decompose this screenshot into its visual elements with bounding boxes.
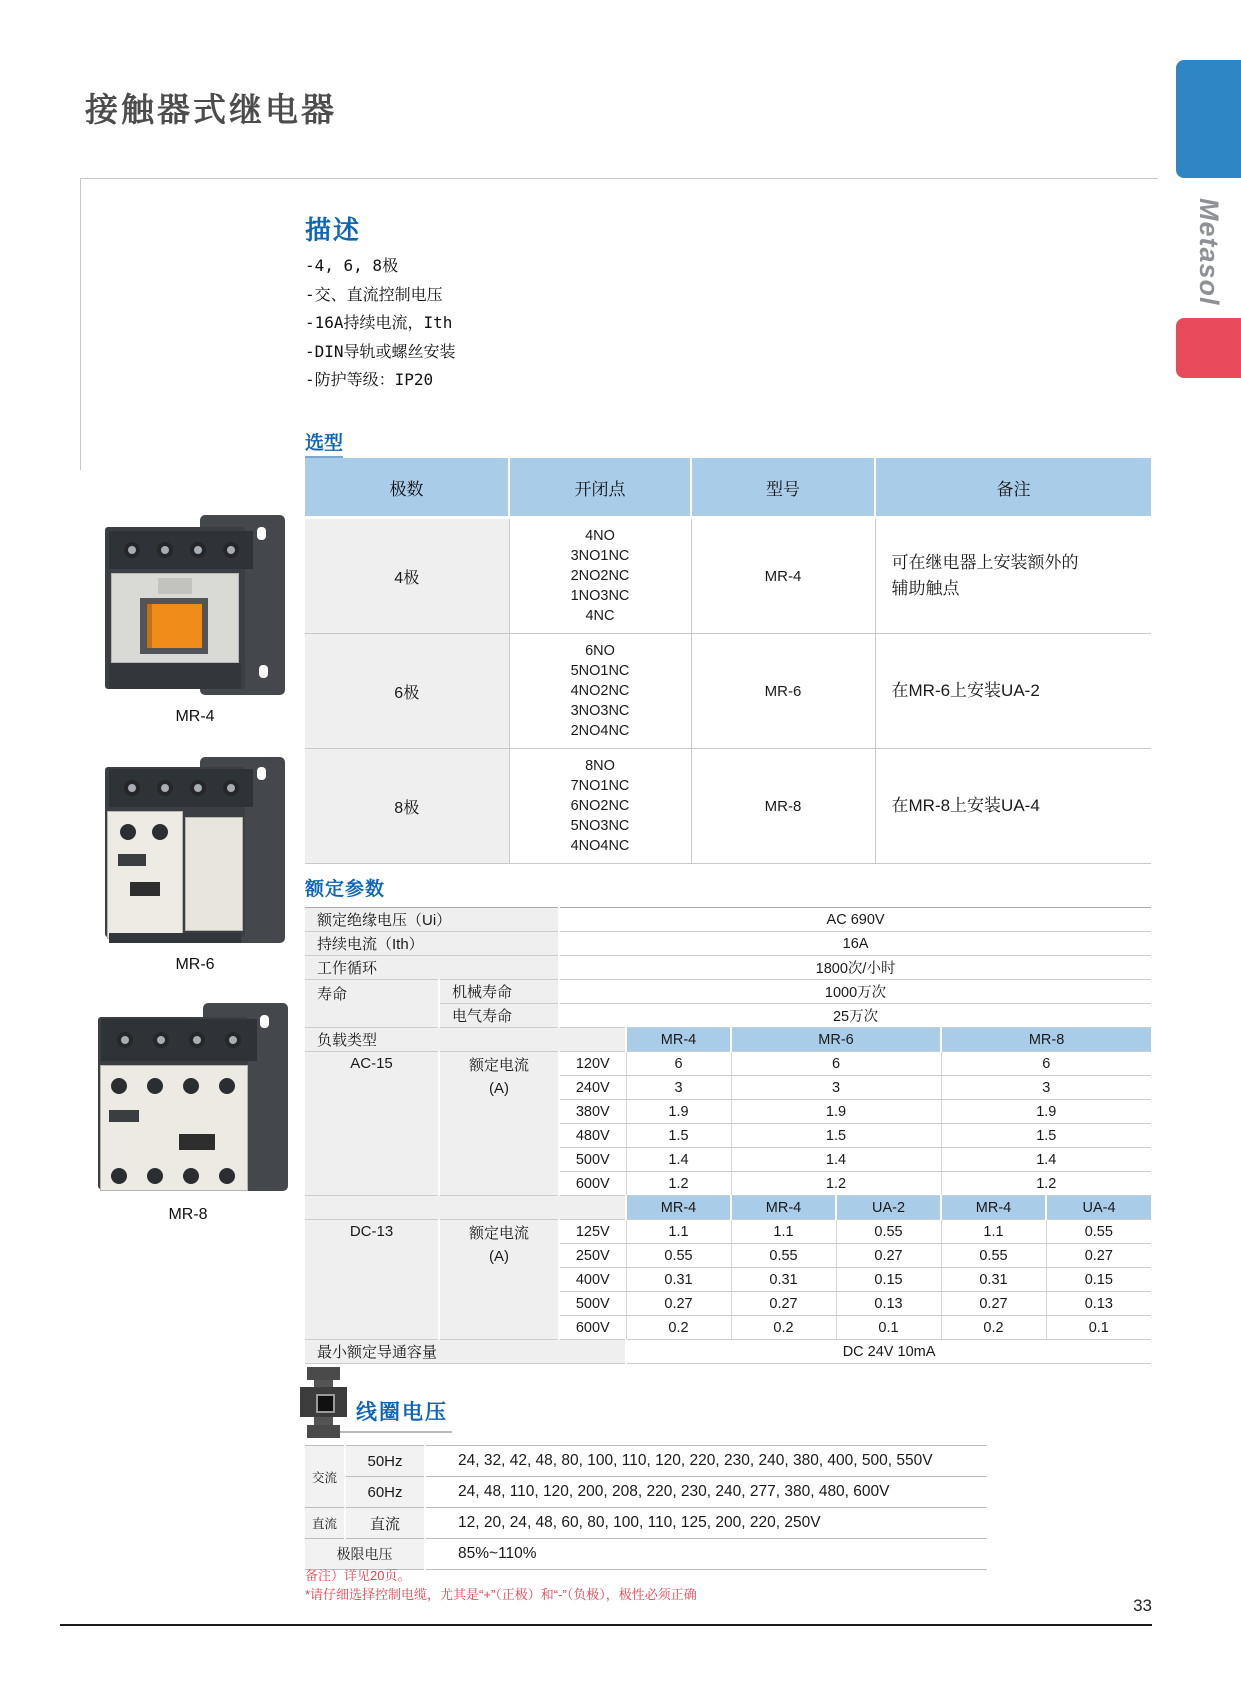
description-item: -交、直流控制电压	[305, 284, 443, 304]
description-list	[305, 252, 456, 395]
corner-rule-vertical	[80, 178, 81, 470]
cell-poles: 6极	[305, 634, 509, 749]
contact-dot	[219, 1078, 235, 1094]
cell-label: 电气寿命	[439, 1004, 559, 1028]
front-panel	[185, 817, 243, 931]
band-model: MR-4	[731, 1196, 836, 1220]
table-row	[305, 1220, 1151, 1244]
col-header-poles: 极数	[305, 458, 509, 518]
terminal-row	[101, 1019, 257, 1061]
cell-model: MR-8	[691, 749, 875, 864]
cell-label: 负载类型	[305, 1028, 626, 1052]
section-heading-coil: 线圈电压	[356, 1401, 448, 1424]
page-number: 33	[1133, 1596, 1152, 1615]
brand-wordmark: Metasol	[1194, 198, 1224, 306]
cell-label: 机械寿命	[439, 980, 559, 1004]
cell-value: 1.2	[941, 1172, 1151, 1196]
cell-value: 0.55	[1046, 1220, 1151, 1244]
cell-voltage: 500V	[559, 1292, 626, 1316]
cell-value: AC 690V	[559, 908, 1151, 932]
cell-value: 0.55	[836, 1220, 941, 1244]
table-row	[305, 908, 1151, 932]
contact-line: 2NO2NC	[570, 568, 630, 584]
cell-label: 额定绝缘电压（Ui）	[305, 908, 559, 932]
footnote-line: *请仔细选择控制电缆，尤其是“+”（正极）和“-”（负极），极性必须正确	[305, 1587, 697, 1602]
cell-remark	[875, 518, 1151, 634]
cell-value: 1.4	[941, 1148, 1151, 1172]
product-label: MR-6	[175, 956, 215, 973]
col-header-remark: 备注	[875, 458, 1151, 518]
footnote-line: 备注）详见20页。	[305, 1568, 411, 1583]
description-item: -DIN导轨或螺丝安装	[305, 341, 456, 361]
cell-value: 1.1	[626, 1220, 731, 1244]
cell-contacts	[509, 518, 691, 634]
cell-value: 1.5	[731, 1124, 941, 1148]
contact-line: 7NO1NC	[570, 778, 630, 794]
cell-label: 最小额定导通容量	[305, 1340, 626, 1364]
coil-window	[140, 598, 208, 654]
section-heading-selection: 选型	[305, 428, 343, 458]
cell-value: 0.15	[836, 1268, 941, 1292]
corner-rule-horizontal	[80, 178, 1158, 179]
table-row	[305, 1477, 987, 1508]
selection-row-8pole	[305, 749, 1151, 864]
cell-limit-value: 85%~110%	[425, 1539, 987, 1570]
side-tab-red	[1176, 318, 1241, 378]
cell-value: 6	[941, 1052, 1151, 1076]
contact-line: 4NO4NC	[570, 838, 630, 854]
screw-icon	[223, 780, 239, 796]
cell-label: 寿命	[305, 980, 439, 1028]
screw-icon	[189, 1032, 205, 1048]
cell-voltages: 24, 32, 42, 48, 80, 100, 110, 120, 220, 230, 240, 380, 400, 500, 550V	[425, 1446, 987, 1477]
footer-rule	[60, 1624, 1152, 1626]
contact-line: 6NO	[585, 643, 615, 659]
cell-remark	[875, 749, 1151, 864]
cell-value: 1.9	[731, 1100, 941, 1124]
section-heading-ratings: 额定参数	[305, 879, 386, 900]
current-label: 额定电流	[469, 1057, 530, 1074]
cell-value: 1.4	[626, 1148, 731, 1172]
selection-table	[305, 458, 1151, 864]
cell-current-label	[439, 1052, 559, 1196]
cell-label: 持续电流（Ith）	[305, 932, 559, 956]
cell-value: 0.13	[836, 1292, 941, 1316]
col-header-contacts: 开闭点	[509, 458, 691, 518]
indicator-slot	[130, 882, 160, 896]
coil-bottom	[307, 1425, 340, 1438]
cell-value: 0.55	[626, 1244, 731, 1268]
contact-line: 3NO1NC	[570, 548, 630, 564]
cell-value: 0.2	[941, 1316, 1046, 1340]
aux-unit-front	[107, 811, 183, 939]
cell-value: 1.2	[731, 1172, 941, 1196]
terminal-row	[109, 933, 241, 943]
contact-line: 1NO3NC	[570, 588, 630, 604]
mount-hole	[260, 1015, 269, 1028]
ac-model-band-row	[305, 1028, 1151, 1052]
cell-poles: 4极	[305, 518, 509, 634]
cell-contacts	[509, 634, 691, 749]
cell-voltage: 500V	[559, 1148, 626, 1172]
screw-icon	[157, 542, 173, 558]
cell-value: 0.55	[731, 1244, 836, 1268]
cell-value: 1.5	[941, 1124, 1151, 1148]
coil-heading-underline	[340, 1431, 452, 1433]
cell-ac-group: 交流	[305, 1446, 345, 1508]
cell-value: 0.1	[1046, 1316, 1151, 1340]
cell-voltage: 400V	[559, 1268, 626, 1292]
remark-text: 在MR-8上安装UA-4	[891, 796, 1040, 815]
page-title: 接触器式继电器	[85, 91, 337, 128]
cell-value: 25万次	[559, 1004, 1151, 1028]
cell-value: 0.2	[626, 1316, 731, 1340]
table-row	[305, 956, 1151, 980]
contact-line: 6NO2NC	[570, 798, 630, 814]
contact-dot	[152, 824, 168, 840]
cell-current-label	[439, 1220, 559, 1340]
terminal-row	[109, 663, 241, 689]
cell-category: AC-15	[305, 1052, 439, 1196]
col-header-model: 型号	[691, 458, 875, 518]
cell-value: 0.27	[941, 1292, 1046, 1316]
label-chip	[109, 1110, 139, 1122]
cell-value: 3	[941, 1076, 1151, 1100]
terminal-row	[109, 769, 253, 807]
side-tab-blue	[1176, 60, 1241, 178]
remark-text: 在MR-6上安装UA-2	[891, 681, 1040, 700]
terminal-row	[109, 531, 253, 569]
cell-voltage: 120V	[559, 1052, 626, 1076]
contact-line: 8NO	[585, 758, 615, 774]
description-item: -16A持续电流，Ith	[305, 313, 453, 332]
cell-value: 6	[626, 1052, 731, 1076]
cell-value: 1.5	[626, 1124, 731, 1148]
band-model: MR-4	[626, 1028, 731, 1052]
remark-text: 可在继电器上安装额外的辅助触点	[891, 553, 1079, 598]
band-model: UA-4	[1046, 1196, 1151, 1220]
contact-line: 4NO	[585, 528, 615, 544]
cell-label: 工作循环	[305, 956, 559, 980]
contact-dot	[183, 1078, 199, 1094]
cell-dc-group: 直流	[305, 1508, 345, 1539]
cell-value: 1.1	[731, 1220, 836, 1244]
current-unit: (A)	[489, 1080, 509, 1097]
cell-value: DC 24V 10mA	[626, 1340, 1151, 1364]
contact-line: 5NO3NC	[570, 818, 630, 834]
cell-voltages: 12, 20, 24, 48, 60, 80, 100, 110, 125, 200, 220, 250V	[425, 1508, 987, 1539]
cell-value: 1000万次	[559, 980, 1151, 1004]
contact-line: 4NO2NC	[570, 683, 630, 699]
screw-icon	[190, 780, 206, 796]
screw-icon	[225, 1032, 241, 1048]
contact-line: 3NO3NC	[570, 703, 630, 719]
contact-dot	[147, 1078, 163, 1094]
screw-icon	[124, 542, 140, 558]
cell-value: 3	[626, 1076, 731, 1100]
label-chip	[118, 854, 146, 866]
contact-dot	[147, 1168, 163, 1184]
cell-value: 0.27	[626, 1292, 731, 1316]
product-label: MR-4	[175, 708, 215, 725]
screw-icon	[190, 542, 206, 558]
front-panel	[111, 573, 239, 663]
cell-value: 1.4	[731, 1148, 941, 1172]
band-model: MR-4	[941, 1196, 1046, 1220]
table-row	[305, 1508, 987, 1539]
cell-remark	[875, 634, 1151, 749]
screw-icon	[223, 542, 239, 558]
cell-frequency: 50Hz	[345, 1446, 425, 1477]
cell-value: 0.31	[626, 1268, 731, 1292]
cell-voltages: 24, 48, 110, 120, 200, 208, 220, 230, 240, 277, 380, 480, 600V	[425, 1477, 987, 1508]
product-label: MR-8	[168, 1206, 208, 1223]
mount-hole	[259, 665, 268, 678]
table-row	[305, 1539, 987, 1570]
cell-value: 1.1	[941, 1220, 1046, 1244]
cell-value: 1.9	[626, 1100, 731, 1124]
ratings-table	[305, 907, 1151, 1364]
band-model: MR-8	[941, 1028, 1151, 1052]
screw-icon	[153, 1032, 169, 1048]
selection-row-4pole	[305, 518, 1151, 634]
cell-value: 0.31	[731, 1268, 836, 1292]
contact-dot	[183, 1168, 199, 1184]
selection-row-6pole	[305, 634, 1151, 749]
cell-label	[305, 1196, 626, 1220]
product-photo-mr4	[105, 515, 285, 700]
section-heading-description: 描述	[305, 215, 362, 245]
cell-value: 3	[731, 1076, 941, 1100]
cell-voltage: 125V	[559, 1220, 626, 1244]
cell-voltage: 250V	[559, 1244, 626, 1268]
mount-hole	[257, 527, 266, 540]
cell-value: 0.2	[731, 1316, 836, 1340]
table-row	[305, 1052, 1151, 1076]
indicator-slot	[179, 1134, 215, 1150]
footnotes	[305, 1566, 697, 1604]
current-unit: (A)	[489, 1248, 509, 1265]
selection-header-row	[305, 458, 1151, 518]
cell-contacts	[509, 749, 691, 864]
cell-frequency: 60Hz	[345, 1477, 425, 1508]
cell-category: DC-13	[305, 1220, 439, 1340]
table-row	[305, 980, 1151, 1004]
cell-limit-label: 极限电压	[305, 1539, 425, 1570]
product-photo-mr8	[98, 1003, 288, 1197]
front-panel	[100, 1065, 248, 1191]
coil-element	[147, 604, 202, 648]
coil-voltage-table	[305, 1445, 987, 1570]
coil-window	[316, 1394, 335, 1413]
cell-poles: 8极	[305, 749, 509, 864]
cell-value: 0.27	[731, 1292, 836, 1316]
cell-voltage: 480V	[559, 1124, 626, 1148]
screw-icon	[157, 780, 173, 796]
cell-value: 0.1	[836, 1316, 941, 1340]
cell-value: 1.2	[626, 1172, 731, 1196]
description-item: -4, 6, 8极	[305, 256, 399, 275]
mount-hole	[257, 767, 266, 780]
dc-model-band-row	[305, 1196, 1151, 1220]
screw-icon	[124, 780, 140, 796]
cell-frequency: 直流	[345, 1508, 425, 1539]
cell-voltage: 600V	[559, 1316, 626, 1340]
cell-value: 0.27	[1046, 1244, 1151, 1268]
current-label: 额定电流	[469, 1225, 530, 1242]
cell-value: 0.13	[1046, 1292, 1151, 1316]
cell-value: 16A	[559, 932, 1151, 956]
cell-value: 0.27	[836, 1244, 941, 1268]
contact-line: 4NC	[585, 608, 615, 624]
table-row	[305, 932, 1151, 956]
contact-dot	[111, 1078, 127, 1094]
coil-photo-icon	[300, 1367, 347, 1438]
band-model: MR-6	[731, 1028, 941, 1052]
table-row	[305, 1340, 1151, 1364]
cell-model: MR-6	[691, 634, 875, 749]
table-row	[305, 1446, 987, 1477]
cell-model: MR-4	[691, 518, 875, 634]
description-item: -防护等级：IP20	[305, 370, 434, 389]
cell-voltage: 600V	[559, 1172, 626, 1196]
contact-dot	[219, 1168, 235, 1184]
band-model: UA-2	[836, 1196, 941, 1220]
cell-value: 0.55	[941, 1244, 1046, 1268]
cell-voltage: 240V	[559, 1076, 626, 1100]
cell-value: 0.31	[941, 1268, 1046, 1292]
cell-value: 1.9	[941, 1100, 1151, 1124]
band-model: MR-4	[626, 1196, 731, 1220]
cell-value: 1800次/小时	[559, 956, 1151, 980]
contact-line: 2NO4NC	[570, 723, 630, 739]
cell-value: 0.15	[1046, 1268, 1151, 1292]
contact-line: 5NO1NC	[570, 663, 630, 679]
cell-value: 6	[731, 1052, 941, 1076]
product-photo-mr6	[105, 757, 285, 947]
cell-voltage: 380V	[559, 1100, 626, 1124]
panel-tab	[158, 578, 192, 594]
contact-dot	[120, 824, 136, 840]
coil-top	[307, 1367, 340, 1380]
contact-dot	[111, 1168, 127, 1184]
screw-icon	[117, 1032, 133, 1048]
